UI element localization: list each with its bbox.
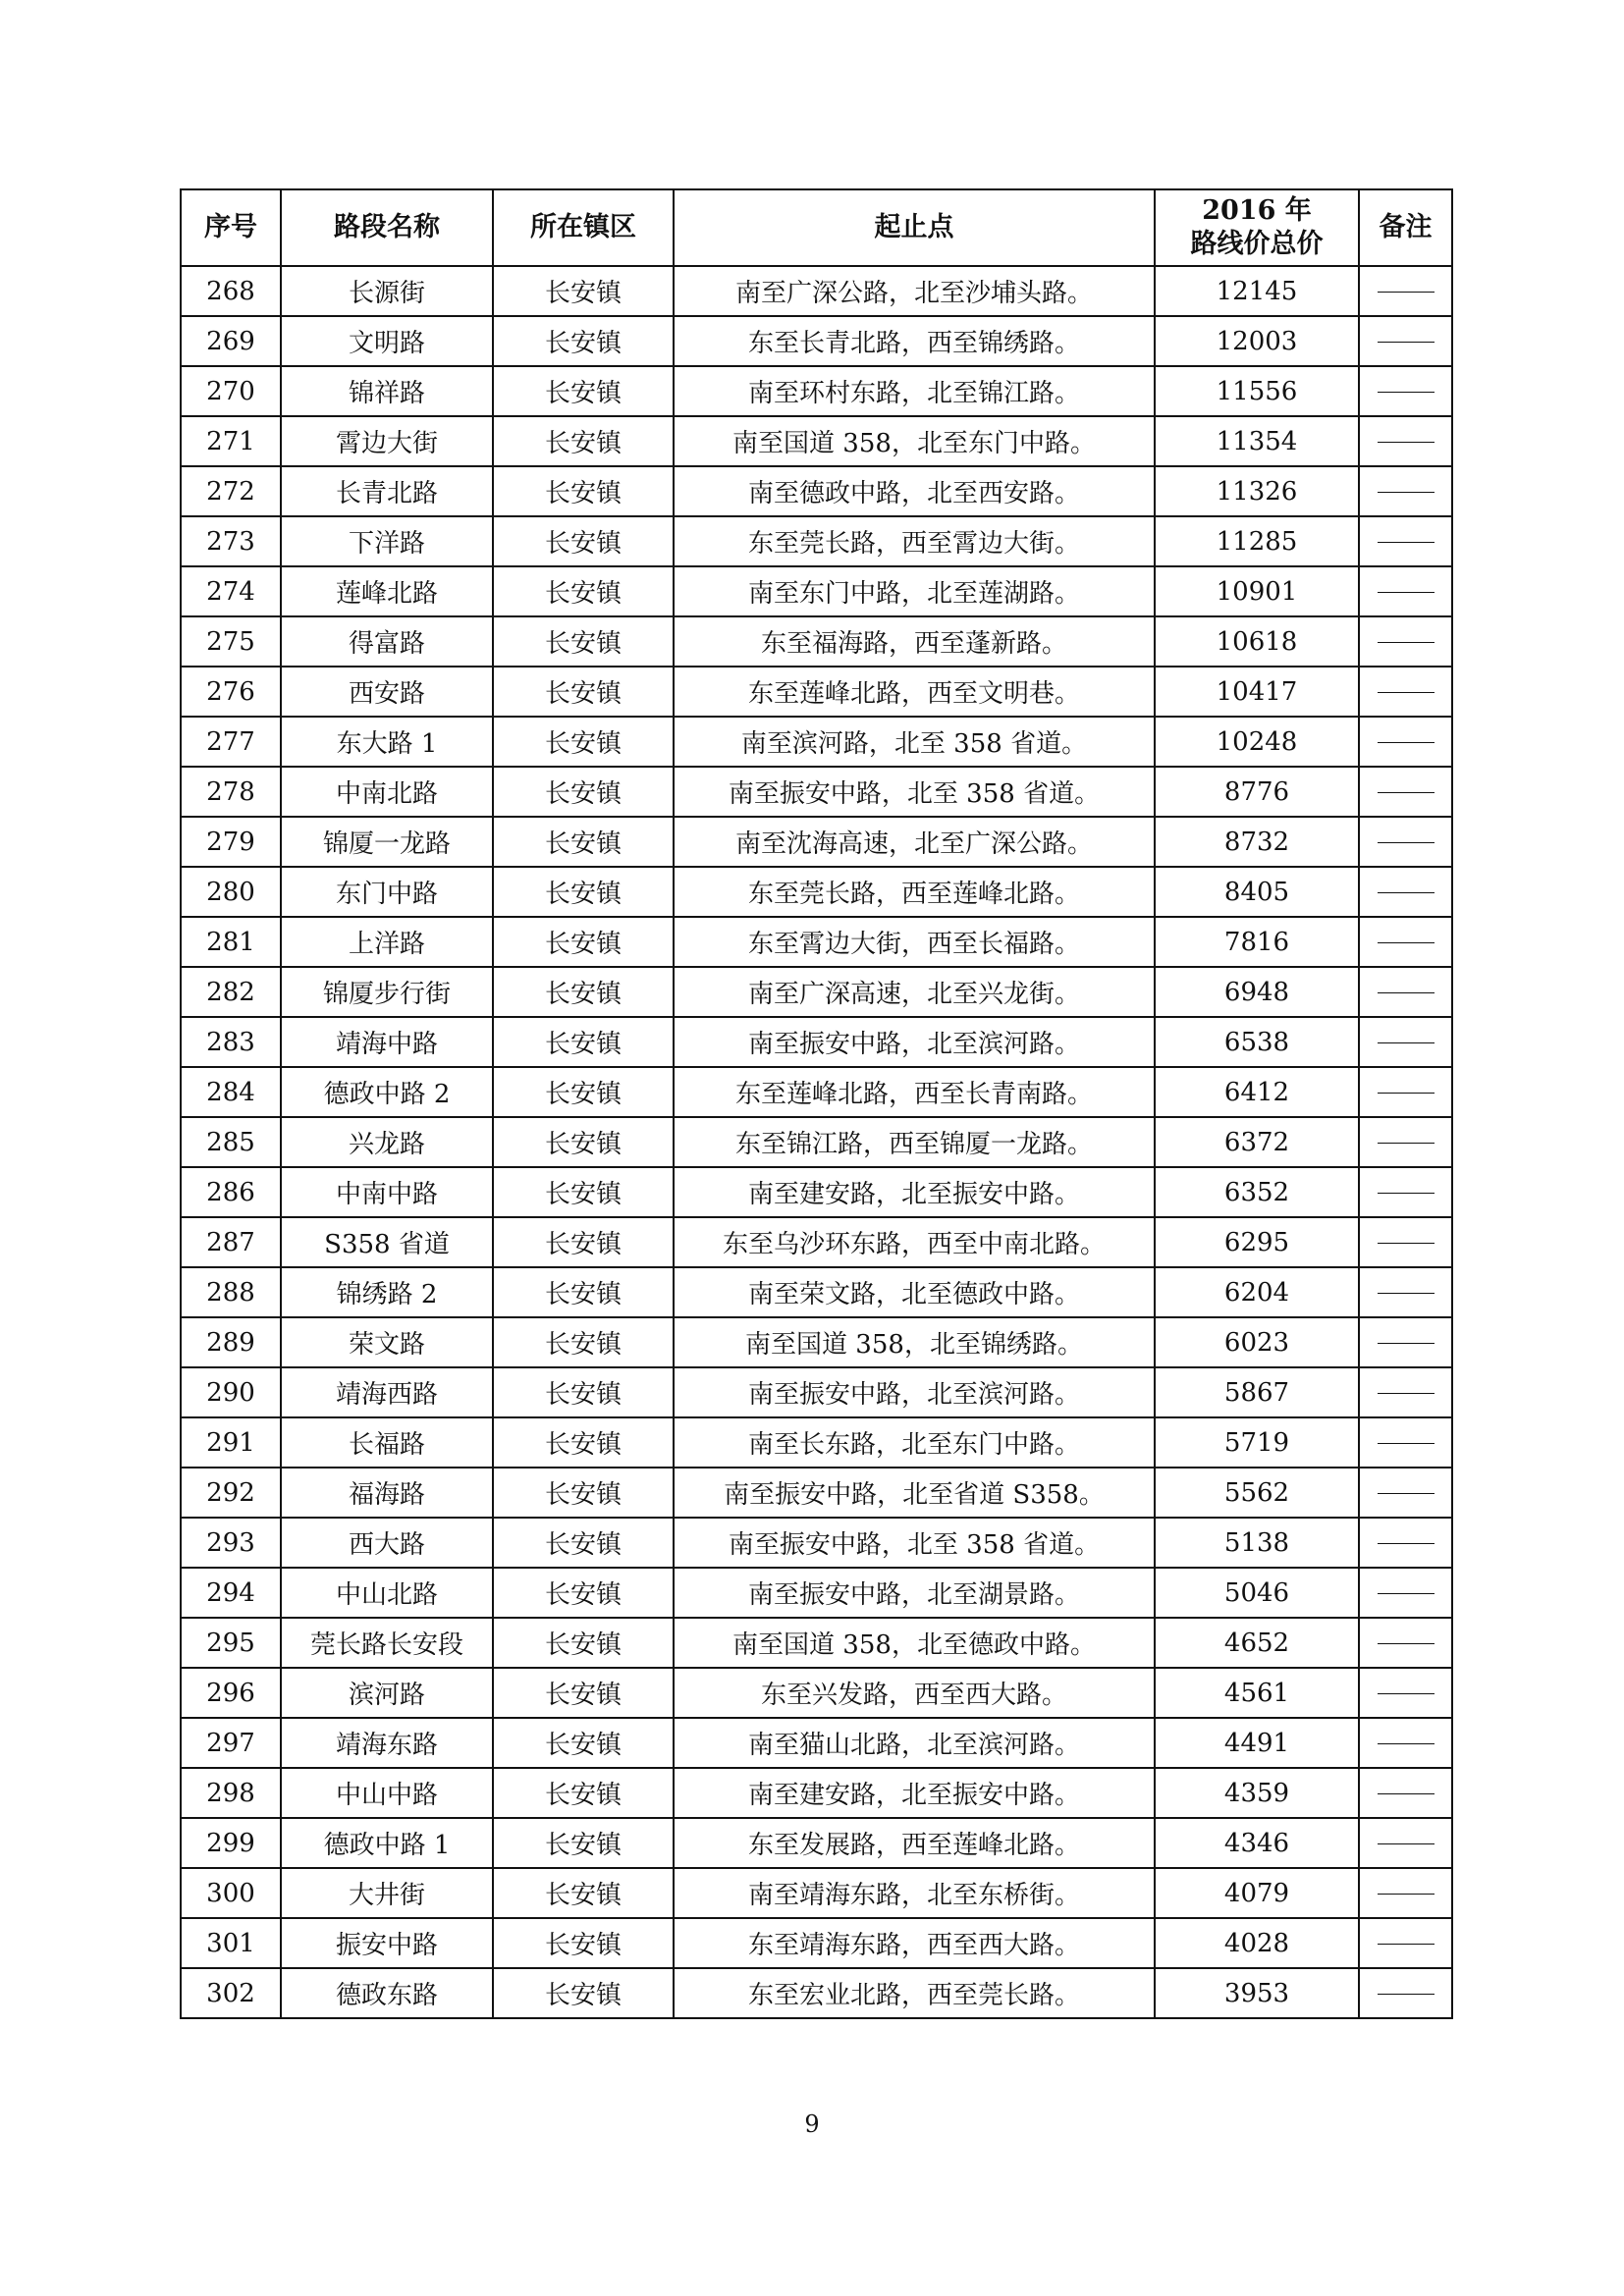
table-row bbox=[181, 1568, 1452, 1618]
note-dash bbox=[1378, 1393, 1435, 1394]
cell-town: 长安镇 bbox=[493, 566, 674, 616]
cell-town: 长安镇 bbox=[493, 1918, 674, 1968]
cell-start-end: 南至国道 358，北至锦绣路。 bbox=[674, 1317, 1155, 1367]
cell-town: 长安镇 bbox=[493, 466, 674, 516]
cell-road-name: 中山中路 bbox=[281, 1768, 493, 1818]
cell-town: 长安镇 bbox=[493, 1317, 674, 1367]
cell-index: 279 bbox=[181, 817, 281, 867]
note-dash bbox=[1378, 692, 1435, 693]
note-dash bbox=[1378, 1894, 1435, 1895]
table-row bbox=[181, 266, 1452, 316]
header-index: 序号 bbox=[181, 189, 281, 266]
note-dash bbox=[1378, 1042, 1435, 1043]
cell-town: 长安镇 bbox=[493, 316, 674, 366]
cell-road-name: 靖海西路 bbox=[281, 1367, 493, 1417]
table-row bbox=[181, 1417, 1452, 1468]
cell-start-end: 南至振安中路，北至滨河路。 bbox=[674, 1017, 1155, 1067]
cell-start-end: 南至振安中路，北至滨河路。 bbox=[674, 1367, 1155, 1417]
cell-price: 10901 bbox=[1155, 566, 1359, 616]
cell-price: 6295 bbox=[1155, 1217, 1359, 1267]
cell-start-end: 东至兴发路，西至西大路。 bbox=[674, 1668, 1155, 1718]
cell-start-end: 南至振安中路，北至 358 省道。 bbox=[674, 1518, 1155, 1568]
cell-town: 长安镇 bbox=[493, 1768, 674, 1818]
cell-town: 长安镇 bbox=[493, 1518, 674, 1568]
cell-start-end: 南至德政中路，北至西安路。 bbox=[674, 466, 1155, 516]
note-dash bbox=[1378, 1693, 1435, 1694]
cell-road-name: 靖海东路 bbox=[281, 1718, 493, 1768]
cell-start-end: 南至靖海东路，北至东桥街。 bbox=[674, 1868, 1155, 1918]
table-row bbox=[181, 717, 1452, 767]
cell-index: 299 bbox=[181, 1818, 281, 1868]
table-row bbox=[181, 466, 1452, 516]
cell-town: 长安镇 bbox=[493, 1267, 674, 1317]
cell-price: 4359 bbox=[1155, 1768, 1359, 1818]
cell-price: 10248 bbox=[1155, 717, 1359, 767]
cell-start-end: 东至莲峰北路，西至文明巷。 bbox=[674, 667, 1155, 717]
cell-index: 298 bbox=[181, 1768, 281, 1818]
cell-price: 5046 bbox=[1155, 1568, 1359, 1618]
cell-road-name: 得富路 bbox=[281, 616, 493, 667]
cell-note bbox=[1359, 316, 1452, 366]
cell-road-name: 东门中路 bbox=[281, 867, 493, 917]
table-row bbox=[181, 1918, 1452, 1968]
cell-price: 7816 bbox=[1155, 917, 1359, 967]
cell-price: 6948 bbox=[1155, 967, 1359, 1017]
cell-town: 长安镇 bbox=[493, 516, 674, 566]
table-row bbox=[181, 1768, 1452, 1818]
cell-index: 301 bbox=[181, 1918, 281, 1968]
cell-price: 10618 bbox=[1155, 616, 1359, 667]
cell-note bbox=[1359, 1768, 1452, 1818]
cell-road-name: 西安路 bbox=[281, 667, 493, 717]
note-dash bbox=[1378, 1193, 1435, 1194]
cell-road-name: 振安中路 bbox=[281, 1918, 493, 1968]
cell-road-name: 下洋路 bbox=[281, 516, 493, 566]
cell-road-name: 德政东路 bbox=[281, 1968, 493, 2018]
cell-index: 295 bbox=[181, 1618, 281, 1668]
cell-note bbox=[1359, 1067, 1452, 1117]
cell-index: 281 bbox=[181, 917, 281, 967]
table-row bbox=[181, 1017, 1452, 1067]
cell-road-name: 锦厦一龙路 bbox=[281, 817, 493, 867]
table-row bbox=[181, 817, 1452, 867]
cell-road-name: 靖海中路 bbox=[281, 1017, 493, 1067]
cell-index: 280 bbox=[181, 867, 281, 917]
cell-price: 8732 bbox=[1155, 817, 1359, 867]
header-note: 备注 bbox=[1359, 189, 1452, 266]
table-header-row bbox=[181, 189, 1452, 266]
note-dash bbox=[1378, 492, 1435, 493]
table-row bbox=[181, 1968, 1452, 2018]
cell-index: 282 bbox=[181, 967, 281, 1017]
cell-town: 长安镇 bbox=[493, 1367, 674, 1417]
cell-note bbox=[1359, 516, 1452, 566]
cell-road-name: 德政中路 1 bbox=[281, 1818, 493, 1868]
cell-start-end: 南至东门中路，北至莲湖路。 bbox=[674, 566, 1155, 616]
table-row bbox=[181, 967, 1452, 1017]
cell-price: 6412 bbox=[1155, 1067, 1359, 1117]
cell-index: 270 bbox=[181, 366, 281, 416]
table-row bbox=[181, 1117, 1452, 1167]
cell-start-end: 东至发展路，西至莲峰北路。 bbox=[674, 1818, 1155, 1868]
table-row bbox=[181, 1367, 1452, 1417]
table-row bbox=[181, 316, 1452, 366]
cell-index: 275 bbox=[181, 616, 281, 667]
note-dash bbox=[1378, 292, 1435, 293]
cell-index: 288 bbox=[181, 1267, 281, 1317]
cell-index: 296 bbox=[181, 1668, 281, 1718]
cell-price: 6204 bbox=[1155, 1267, 1359, 1317]
note-dash bbox=[1378, 392, 1435, 393]
cell-index: 269 bbox=[181, 316, 281, 366]
cell-town: 长安镇 bbox=[493, 1217, 674, 1267]
cell-price: 4028 bbox=[1155, 1918, 1359, 1968]
cell-index: 268 bbox=[181, 266, 281, 316]
note-dash bbox=[1378, 1543, 1435, 1544]
cell-note bbox=[1359, 767, 1452, 817]
cell-note bbox=[1359, 1017, 1452, 1067]
cell-note bbox=[1359, 817, 1452, 867]
cell-note bbox=[1359, 1618, 1452, 1668]
cell-road-name: 荣文路 bbox=[281, 1317, 493, 1367]
cell-note bbox=[1359, 1317, 1452, 1367]
cell-price: 4652 bbox=[1155, 1618, 1359, 1668]
cell-price: 5562 bbox=[1155, 1468, 1359, 1518]
cell-index: 274 bbox=[181, 566, 281, 616]
table-row bbox=[181, 867, 1452, 917]
table-row bbox=[181, 566, 1452, 616]
cell-start-end: 东至宏业北路，西至莞长路。 bbox=[674, 1968, 1155, 2018]
cell-price: 4079 bbox=[1155, 1868, 1359, 1918]
cell-price: 6352 bbox=[1155, 1167, 1359, 1217]
cell-start-end: 东至莞长路，西至霄边大街。 bbox=[674, 516, 1155, 566]
cell-road-name: 福海路 bbox=[281, 1468, 493, 1518]
cell-start-end: 东至莞长路，西至莲峰北路。 bbox=[674, 867, 1155, 917]
table-row bbox=[181, 1217, 1452, 1267]
cell-note bbox=[1359, 1918, 1452, 1968]
table-row bbox=[181, 416, 1452, 466]
cell-index: 284 bbox=[181, 1067, 281, 1117]
cell-price: 6538 bbox=[1155, 1017, 1359, 1067]
cell-index: 271 bbox=[181, 416, 281, 466]
cell-town: 长安镇 bbox=[493, 1067, 674, 1117]
cell-price: 6023 bbox=[1155, 1317, 1359, 1367]
cell-start-end: 东至锦江路，西至锦厦一龙路。 bbox=[674, 1117, 1155, 1167]
cell-start-end: 南至振安中路，北至省道 S358。 bbox=[674, 1468, 1155, 1518]
note-dash bbox=[1378, 1643, 1435, 1644]
note-dash bbox=[1378, 1143, 1435, 1144]
note-dash bbox=[1378, 592, 1435, 593]
cell-index: 289 bbox=[181, 1317, 281, 1367]
table-row bbox=[181, 616, 1452, 667]
cell-index: 285 bbox=[181, 1117, 281, 1167]
cell-town: 长安镇 bbox=[493, 416, 674, 466]
cell-note bbox=[1359, 1267, 1452, 1317]
cell-town: 长安镇 bbox=[493, 717, 674, 767]
cell-road-name: 长福路 bbox=[281, 1417, 493, 1468]
cell-note bbox=[1359, 466, 1452, 516]
cell-start-end: 东至福海路，西至蓬新路。 bbox=[674, 616, 1155, 667]
cell-index: 272 bbox=[181, 466, 281, 516]
cell-note bbox=[1359, 917, 1452, 967]
note-dash bbox=[1378, 892, 1435, 893]
cell-note bbox=[1359, 1117, 1452, 1167]
cell-note bbox=[1359, 867, 1452, 917]
cell-start-end: 南至建安路，北至振安中路。 bbox=[674, 1768, 1155, 1818]
cell-price: 11556 bbox=[1155, 366, 1359, 416]
table-row bbox=[181, 767, 1452, 817]
cell-note bbox=[1359, 1217, 1452, 1267]
cell-town: 长安镇 bbox=[493, 1468, 674, 1518]
cell-town: 长安镇 bbox=[493, 1868, 674, 1918]
table-row bbox=[181, 1718, 1452, 1768]
note-dash bbox=[1378, 1994, 1435, 1995]
cell-town: 长安镇 bbox=[493, 1167, 674, 1217]
cell-note bbox=[1359, 1167, 1452, 1217]
cell-note bbox=[1359, 1818, 1452, 1868]
cell-road-name: 西大路 bbox=[281, 1518, 493, 1568]
cell-start-end: 东至霄边大街，西至长福路。 bbox=[674, 917, 1155, 967]
cell-note bbox=[1359, 967, 1452, 1017]
table-row bbox=[181, 1868, 1452, 1918]
cell-price: 11326 bbox=[1155, 466, 1359, 516]
note-dash bbox=[1378, 542, 1435, 543]
cell-road-name: 滨河路 bbox=[281, 1668, 493, 1718]
table-row bbox=[181, 1668, 1452, 1718]
table-row bbox=[181, 917, 1452, 967]
cell-start-end: 南至长东路，北至东门中路。 bbox=[674, 1417, 1155, 1468]
header-road-name: 路段名称 bbox=[281, 189, 493, 266]
cell-road-name: 东大路 1 bbox=[281, 717, 493, 767]
note-dash bbox=[1378, 342, 1435, 343]
page-number: 9 bbox=[804, 2110, 820, 2138]
note-dash bbox=[1378, 1343, 1435, 1344]
cell-price: 12003 bbox=[1155, 316, 1359, 366]
note-dash bbox=[1378, 1293, 1435, 1294]
cell-start-end: 南至猫山北路，北至滨河路。 bbox=[674, 1718, 1155, 1768]
note-dash bbox=[1378, 792, 1435, 793]
cell-start-end: 南至国道 358，北至东门中路。 bbox=[674, 416, 1155, 466]
cell-note bbox=[1359, 1968, 1452, 2018]
cell-town: 长安镇 bbox=[493, 1968, 674, 2018]
cell-index: 278 bbox=[181, 767, 281, 817]
cell-index: 286 bbox=[181, 1167, 281, 1217]
cell-index: 291 bbox=[181, 1417, 281, 1468]
cell-note bbox=[1359, 1468, 1452, 1518]
cell-price: 3953 bbox=[1155, 1968, 1359, 2018]
cell-note bbox=[1359, 1718, 1452, 1768]
cell-note bbox=[1359, 616, 1452, 667]
cell-town: 长安镇 bbox=[493, 917, 674, 967]
cell-start-end: 东至靖海东路，西至西大路。 bbox=[674, 1918, 1155, 1968]
cell-start-end: 南至滨河路，北至 358 省道。 bbox=[674, 717, 1155, 767]
note-dash bbox=[1378, 842, 1435, 843]
cell-index: 302 bbox=[181, 1968, 281, 2018]
cell-price: 8405 bbox=[1155, 867, 1359, 917]
cell-town: 长安镇 bbox=[493, 616, 674, 667]
table-body bbox=[181, 266, 1452, 2018]
cell-town: 长安镇 bbox=[493, 366, 674, 416]
cell-town: 长安镇 bbox=[493, 817, 674, 867]
cell-note bbox=[1359, 1568, 1452, 1618]
cell-road-name: 莲峰北路 bbox=[281, 566, 493, 616]
cell-price: 5867 bbox=[1155, 1367, 1359, 1417]
table-row bbox=[181, 366, 1452, 416]
note-dash bbox=[1378, 642, 1435, 643]
cell-road-name: 莞长路长安段 bbox=[281, 1618, 493, 1668]
cell-price: 5138 bbox=[1155, 1518, 1359, 1568]
table-row bbox=[181, 667, 1452, 717]
table-row bbox=[181, 1518, 1452, 1568]
cell-road-name: S358 省道 bbox=[281, 1217, 493, 1267]
cell-start-end: 南至振安中路，北至 358 省道。 bbox=[674, 767, 1155, 817]
cell-road-name: 中南北路 bbox=[281, 767, 493, 817]
cell-index: 290 bbox=[181, 1367, 281, 1417]
cell-price: 4491 bbox=[1155, 1718, 1359, 1768]
cell-road-name: 文明路 bbox=[281, 316, 493, 366]
cell-note bbox=[1359, 667, 1452, 717]
cell-index: 277 bbox=[181, 717, 281, 767]
cell-town: 长安镇 bbox=[493, 266, 674, 316]
header-start-end: 起止点 bbox=[674, 189, 1155, 266]
cell-index: 292 bbox=[181, 1468, 281, 1518]
cell-price: 4346 bbox=[1155, 1818, 1359, 1868]
cell-note bbox=[1359, 1868, 1452, 1918]
cell-road-name: 中山北路 bbox=[281, 1568, 493, 1618]
cell-price: 5719 bbox=[1155, 1417, 1359, 1468]
table-row bbox=[181, 1067, 1452, 1117]
header-town: 所在镇区 bbox=[493, 189, 674, 266]
cell-town: 长安镇 bbox=[493, 1618, 674, 1668]
cell-start-end: 南至沈海高速，北至广深公路。 bbox=[674, 817, 1155, 867]
cell-road-name: 锦厦步行街 bbox=[281, 967, 493, 1017]
cell-town: 长安镇 bbox=[493, 1668, 674, 1718]
note-dash bbox=[1378, 1793, 1435, 1794]
table-row bbox=[181, 516, 1452, 566]
cell-price: 12145 bbox=[1155, 266, 1359, 316]
note-dash bbox=[1378, 1593, 1435, 1594]
table-row bbox=[181, 1818, 1452, 1868]
note-dash bbox=[1378, 942, 1435, 943]
cell-road-name: 长青北路 bbox=[281, 466, 493, 516]
cell-town: 长安镇 bbox=[493, 1117, 674, 1167]
cell-town: 长安镇 bbox=[493, 1718, 674, 1768]
cell-price: 10417 bbox=[1155, 667, 1359, 717]
table-row bbox=[181, 1618, 1452, 1668]
cell-index: 273 bbox=[181, 516, 281, 566]
cell-town: 长安镇 bbox=[493, 1417, 674, 1468]
cell-price: 6372 bbox=[1155, 1117, 1359, 1167]
note-dash bbox=[1378, 442, 1435, 443]
cell-start-end: 东至长青北路，西至锦绣路。 bbox=[674, 316, 1155, 366]
cell-price: 11354 bbox=[1155, 416, 1359, 466]
road-price-table bbox=[180, 188, 1453, 2019]
note-dash bbox=[1378, 1243, 1435, 1244]
cell-note bbox=[1359, 566, 1452, 616]
cell-town: 长安镇 bbox=[493, 667, 674, 717]
cell-start-end: 南至振安中路，北至湖景路。 bbox=[674, 1568, 1155, 1618]
note-dash bbox=[1378, 992, 1435, 993]
header-price-label: 路线价总价 bbox=[1190, 229, 1324, 259]
cell-price: 4561 bbox=[1155, 1668, 1359, 1718]
cell-note bbox=[1359, 717, 1452, 767]
cell-town: 长安镇 bbox=[493, 1818, 674, 1868]
cell-index: 294 bbox=[181, 1568, 281, 1618]
note-dash bbox=[1378, 1093, 1435, 1094]
cell-road-name: 大井街 bbox=[281, 1868, 493, 1918]
note-dash bbox=[1378, 1443, 1435, 1444]
cell-note bbox=[1359, 416, 1452, 466]
cell-note bbox=[1359, 1668, 1452, 1718]
cell-start-end: 南至国道 358，北至德政中路。 bbox=[674, 1618, 1155, 1668]
cell-index: 276 bbox=[181, 667, 281, 717]
cell-town: 长安镇 bbox=[493, 967, 674, 1017]
note-dash bbox=[1378, 1843, 1435, 1844]
cell-start-end: 南至广深公路，北至沙埔头路。 bbox=[674, 266, 1155, 316]
cell-road-name: 锦祥路 bbox=[281, 366, 493, 416]
cell-note bbox=[1359, 1518, 1452, 1568]
cell-note bbox=[1359, 1417, 1452, 1468]
table-row bbox=[181, 1267, 1452, 1317]
note-dash bbox=[1378, 742, 1435, 743]
cell-town: 长安镇 bbox=[493, 1017, 674, 1067]
cell-town: 长安镇 bbox=[493, 867, 674, 917]
cell-town: 长安镇 bbox=[493, 1568, 674, 1618]
cell-index: 283 bbox=[181, 1017, 281, 1067]
cell-town: 长安镇 bbox=[493, 767, 674, 817]
cell-start-end: 南至广深高速，北至兴龙街。 bbox=[674, 967, 1155, 1017]
note-dash bbox=[1378, 1944, 1435, 1945]
cell-note bbox=[1359, 366, 1452, 416]
cell-start-end: 南至建安路，北至振安中路。 bbox=[674, 1167, 1155, 1217]
cell-road-name: 兴龙路 bbox=[281, 1117, 493, 1167]
cell-start-end: 东至莲峰北路，西至长青南路。 bbox=[674, 1067, 1155, 1117]
cell-road-name: 霄边大街 bbox=[281, 416, 493, 466]
header-price bbox=[1155, 189, 1359, 266]
note-dash bbox=[1378, 1493, 1435, 1494]
table-row bbox=[181, 1317, 1452, 1367]
cell-index: 300 bbox=[181, 1868, 281, 1918]
cell-start-end: 南至荣文路，北至德政中路。 bbox=[674, 1267, 1155, 1317]
cell-start-end: 南至环村东路，北至锦江路。 bbox=[674, 366, 1155, 416]
header-price-year: 2016 年 bbox=[1202, 195, 1312, 226]
cell-road-name: 中南中路 bbox=[281, 1167, 493, 1217]
cell-note bbox=[1359, 266, 1452, 316]
table-row bbox=[181, 1167, 1452, 1217]
cell-road-name: 上洋路 bbox=[281, 917, 493, 967]
cell-road-name: 锦绣路 2 bbox=[281, 1267, 493, 1317]
cell-index: 297 bbox=[181, 1718, 281, 1768]
cell-road-name: 长源街 bbox=[281, 266, 493, 316]
cell-note bbox=[1359, 1367, 1452, 1417]
table-row bbox=[181, 1468, 1452, 1518]
cell-price: 11285 bbox=[1155, 516, 1359, 566]
cell-index: 293 bbox=[181, 1518, 281, 1568]
cell-index: 287 bbox=[181, 1217, 281, 1267]
cell-road-name: 德政中路 2 bbox=[281, 1067, 493, 1117]
note-dash bbox=[1378, 1743, 1435, 1744]
cell-start-end: 东至乌沙环东路，西至中南北路。 bbox=[674, 1217, 1155, 1267]
cell-price: 8776 bbox=[1155, 767, 1359, 817]
